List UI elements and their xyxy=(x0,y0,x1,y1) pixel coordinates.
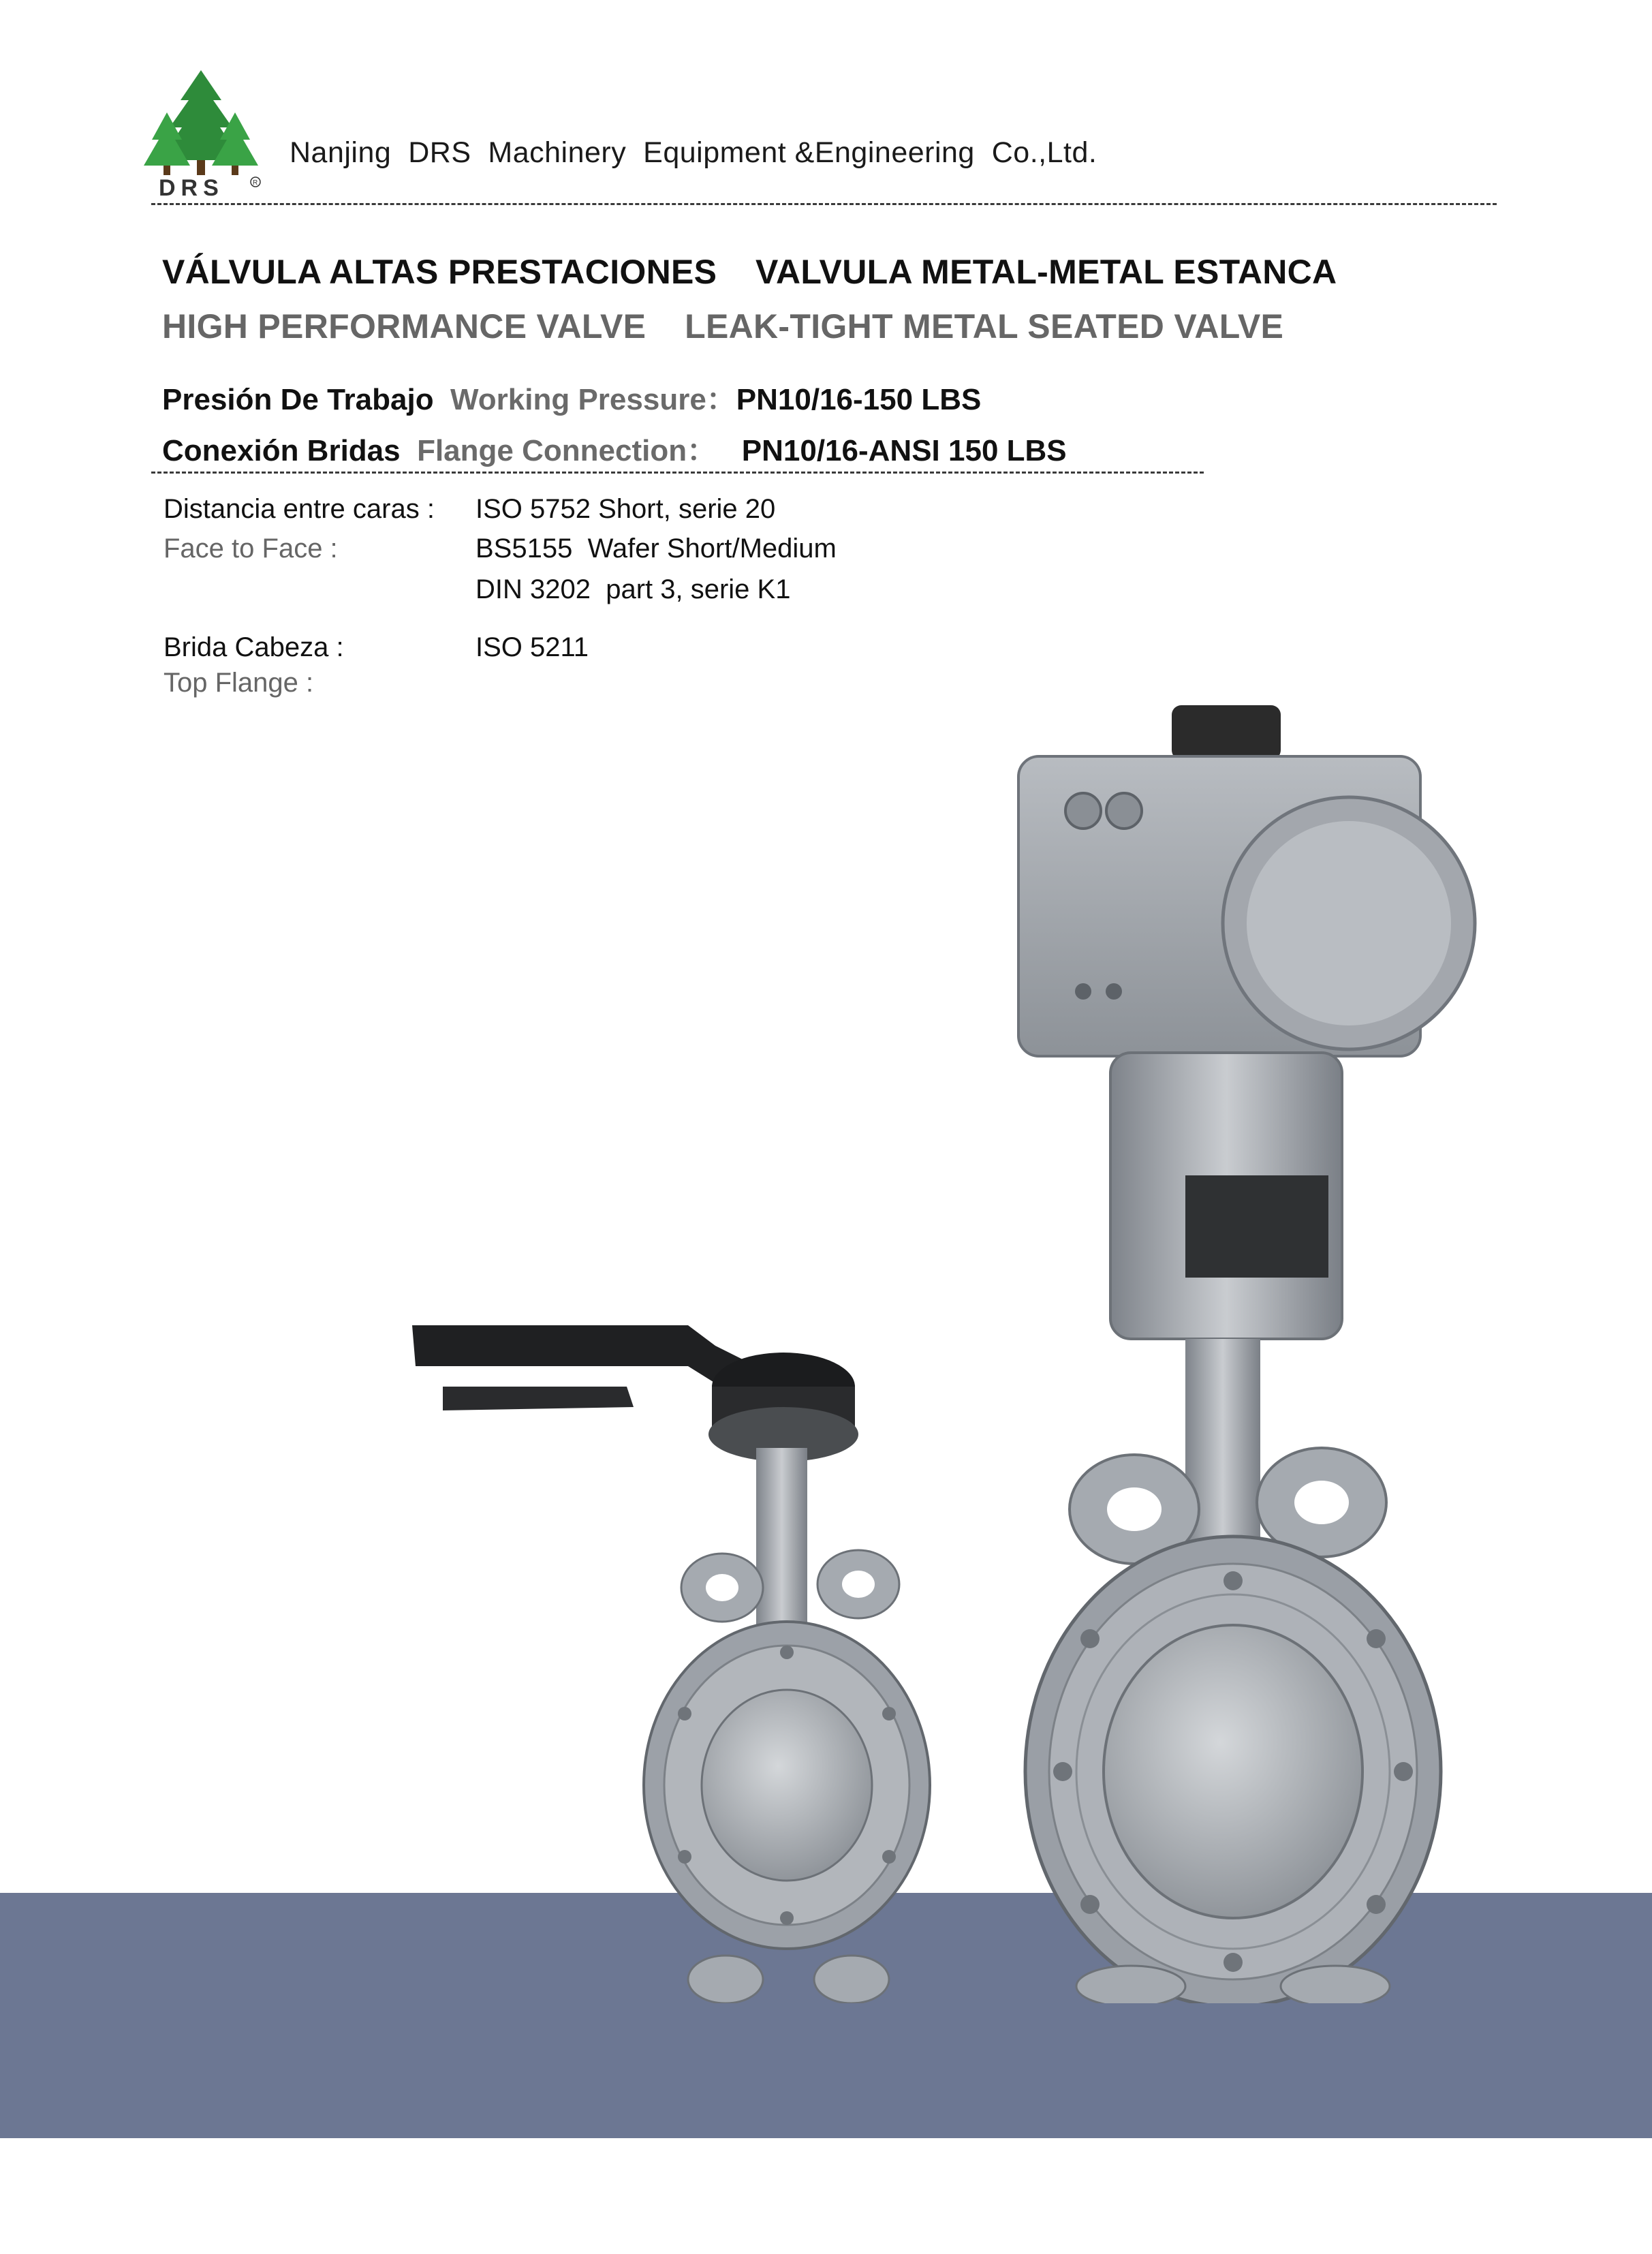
spec-working-pressure xyxy=(162,375,981,418)
pressure-label-es: Presión De Trabajo xyxy=(162,383,434,416)
svg-text:R: R xyxy=(253,179,258,187)
top-flange-label-en: Top Flange : xyxy=(163,668,314,698)
title-english: HIGH PERFORMANCE VALVE LEAK-TIGHT METAL SEATED VALVE xyxy=(162,307,1284,345)
pressure-separator: ： xyxy=(706,383,736,416)
flange-label-en: Flange Connection xyxy=(417,434,687,467)
face-to-face-value: ISO 5752 Short, serie 20 xyxy=(476,494,776,524)
lever-handle xyxy=(412,1325,858,1462)
header-divider xyxy=(151,203,1497,205)
face-to-face-value: DIN 3202 part 3, serie K1 xyxy=(476,574,791,604)
face-to-face-label-en: Face to Face : xyxy=(163,534,338,564)
flange-label-es: Conexión Bridas xyxy=(162,434,401,467)
pneumatic-actuator xyxy=(1018,705,1475,1056)
logo-wordmark: DRS xyxy=(159,175,224,201)
pressure-value: PN10/16-150 LBS xyxy=(736,383,982,416)
top-flange-label-es: Brida Cabeza : xyxy=(163,632,344,662)
title-spanish: VÁLVULA ALTAS PRESTACIONES VALVULA METAL-METAL ESTANCA xyxy=(162,253,1337,291)
top-flange-value: ISO 5211 xyxy=(476,632,589,662)
company-name: Nanjing DRS Machinery Equipment &Engineering Co.,Ltd. xyxy=(290,136,1097,169)
drs-logo xyxy=(140,65,262,201)
valve-product-image xyxy=(402,692,1506,2003)
flange-value: PN10/16-ANSI 150 LBS xyxy=(741,434,1067,467)
flange-separator: ： xyxy=(687,434,717,467)
pressure-label-en: Working Pressure xyxy=(450,383,706,416)
specs-divider xyxy=(151,472,1204,474)
spec-flange-connection xyxy=(162,426,1067,469)
face-to-face-label-es: Distancia entre caras : xyxy=(163,494,435,524)
face-to-face-value: BS5155 Wafer Short/Medium xyxy=(476,534,837,564)
